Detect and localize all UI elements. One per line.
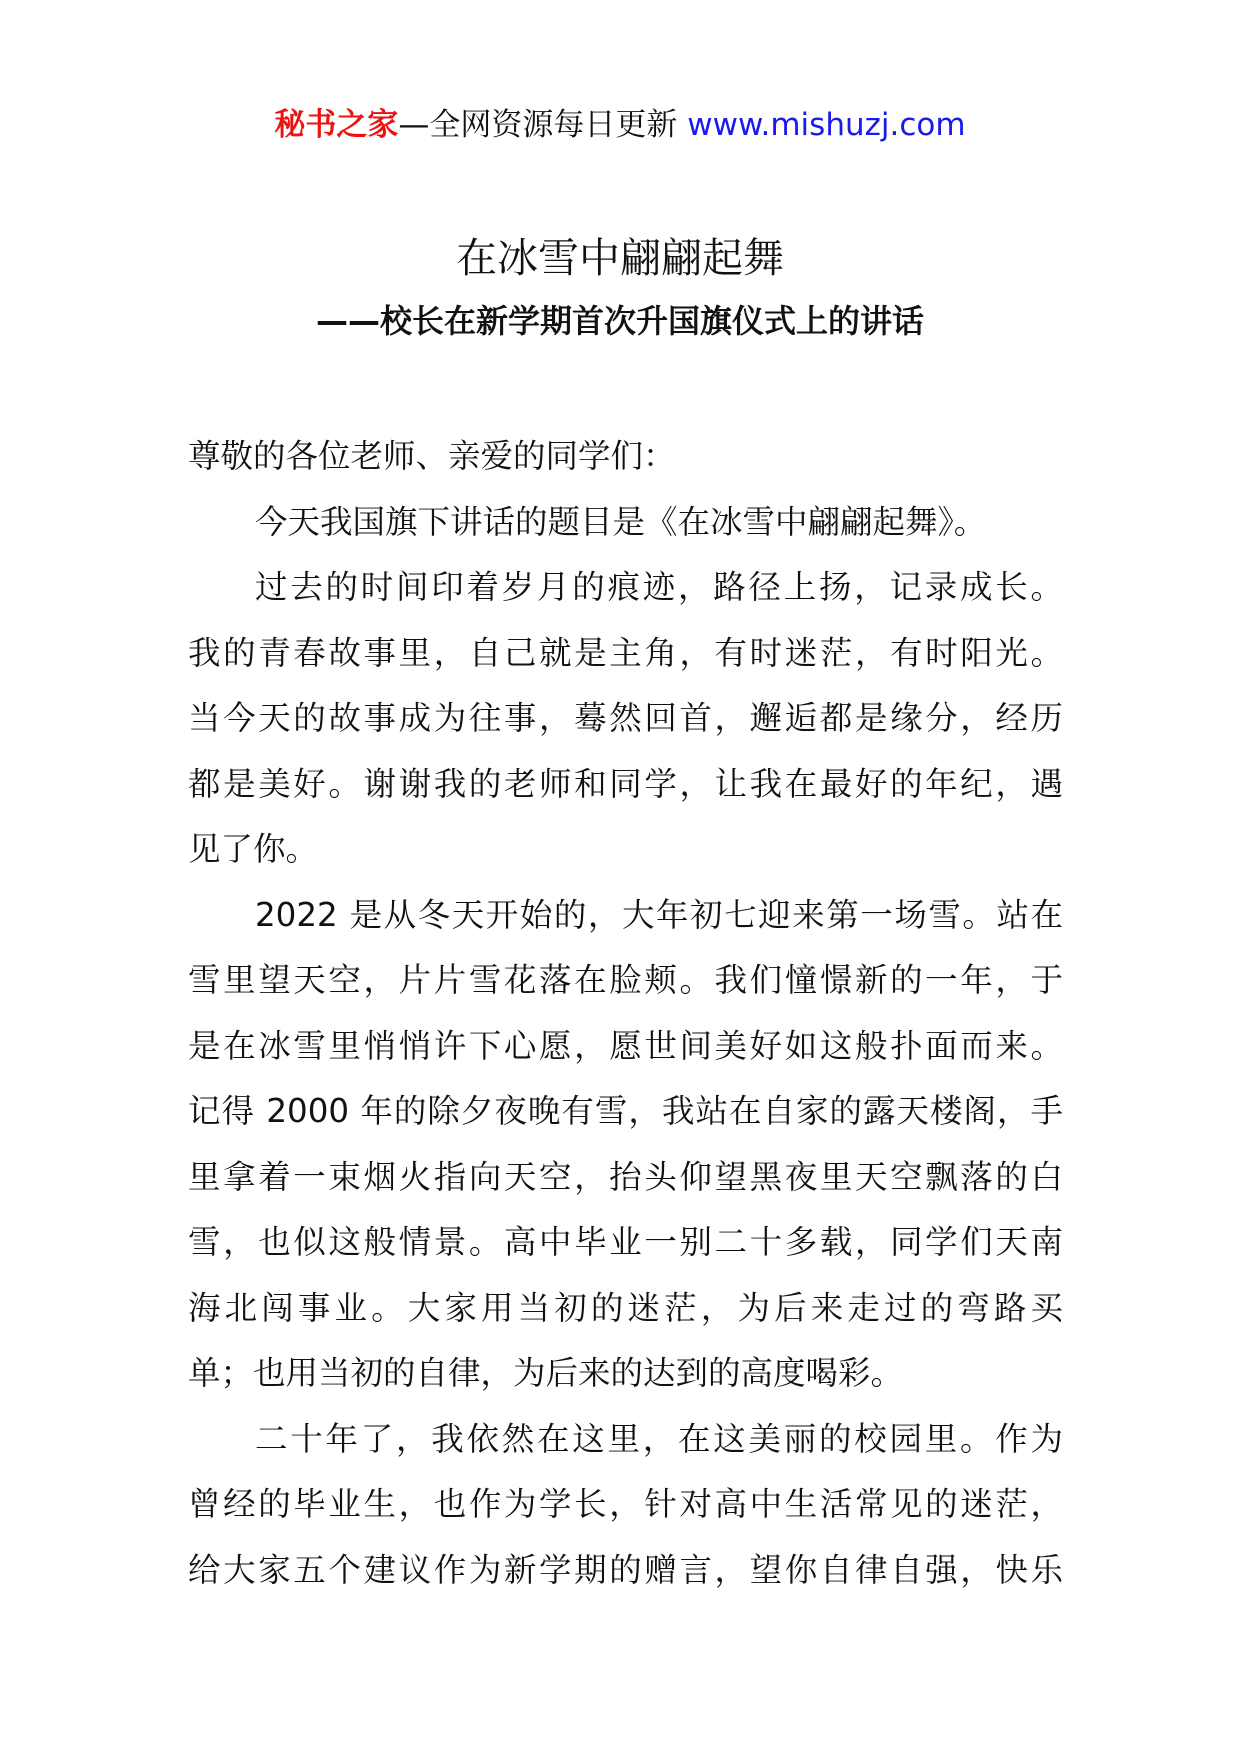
brand-name: 秘书之家 (274, 107, 399, 143)
document-title: 在冰雪中翩翩起舞 (456, 234, 784, 282)
site-url-link[interactable]: www.mishuzj.com (687, 107, 966, 143)
paragraph-line: 单；也用当初的自律，为后来的达到的高度喝彩。 (188, 1354, 904, 1392)
paragraph-line: 都是美好。谢谢我的老师和同学，让我在最好的年纪，遇 (188, 764, 1063, 803)
paragraph-line: 今天我国旗下讲话的题目是《在冰雪中翩翩起舞》。 (255, 502, 987, 541)
site-header (0, 100, 1240, 150)
paragraph-line: 二十年了，我依然在这里，在这美丽的校园里。作为 (255, 1419, 1063, 1458)
speech-body (188, 424, 1063, 1603)
header-tagline: —全网资源每日更新 (398, 107, 678, 143)
paragraph-line: 过去的时间印着岁月的痕迹，路径上扬，记录成长。 (255, 568, 1063, 606)
paragraph-line: 雪里望天空，片片雪花落在脸颊。我们憧憬新的一年，于 (188, 961, 1063, 999)
paragraph-line: 里拿着一束烟火指向天空，抬头仰望黑夜里天空飘落的白 (188, 1157, 1063, 1196)
paragraph-line: 曾经的毕业生，也作为学长，针对高中生活常见的迷茫， (188, 1485, 1063, 1523)
document-subtitle: ——校长在新学期首次升国旗仪式上的讲话 (315, 302, 924, 340)
paragraph-line: 2022 是从冬天开始的，大年初七迎来第一场雪。站在 (255, 895, 1063, 934)
paragraph-line: 我的青春故事里，自己就是主角，有时迷茫，有时阳光。 (188, 633, 1063, 672)
paragraph-line: 给大家五个建议作为新学期的赠言，望你自律自强，快乐 (188, 1550, 1063, 1589)
paragraph-line: 见了你。 (188, 830, 319, 868)
paragraph-line: 是在冰雪里悄悄许下心愿，愿世间美好如这般扑面而来。 (188, 1026, 1063, 1065)
paragraph-line: 雪，也似这般情景。高中毕业一别二十多载，同学们天南 (188, 1223, 1063, 1261)
paragraph-line: 海北闯事业。大家用当初的迷茫，为后来走过的弯路买 (188, 1288, 1063, 1327)
paragraph-line: 当今天的故事成为往事，蓦然回首，邂逅都是缘分，经历 (188, 699, 1063, 737)
paragraph-line: 记得 2000 年的除夕夜晚有雪，我站在自家的露天楼阁，手 (188, 1092, 1063, 1130)
salutation-line: 尊敬的各位老师、亲爱的同学们： (188, 437, 676, 475)
